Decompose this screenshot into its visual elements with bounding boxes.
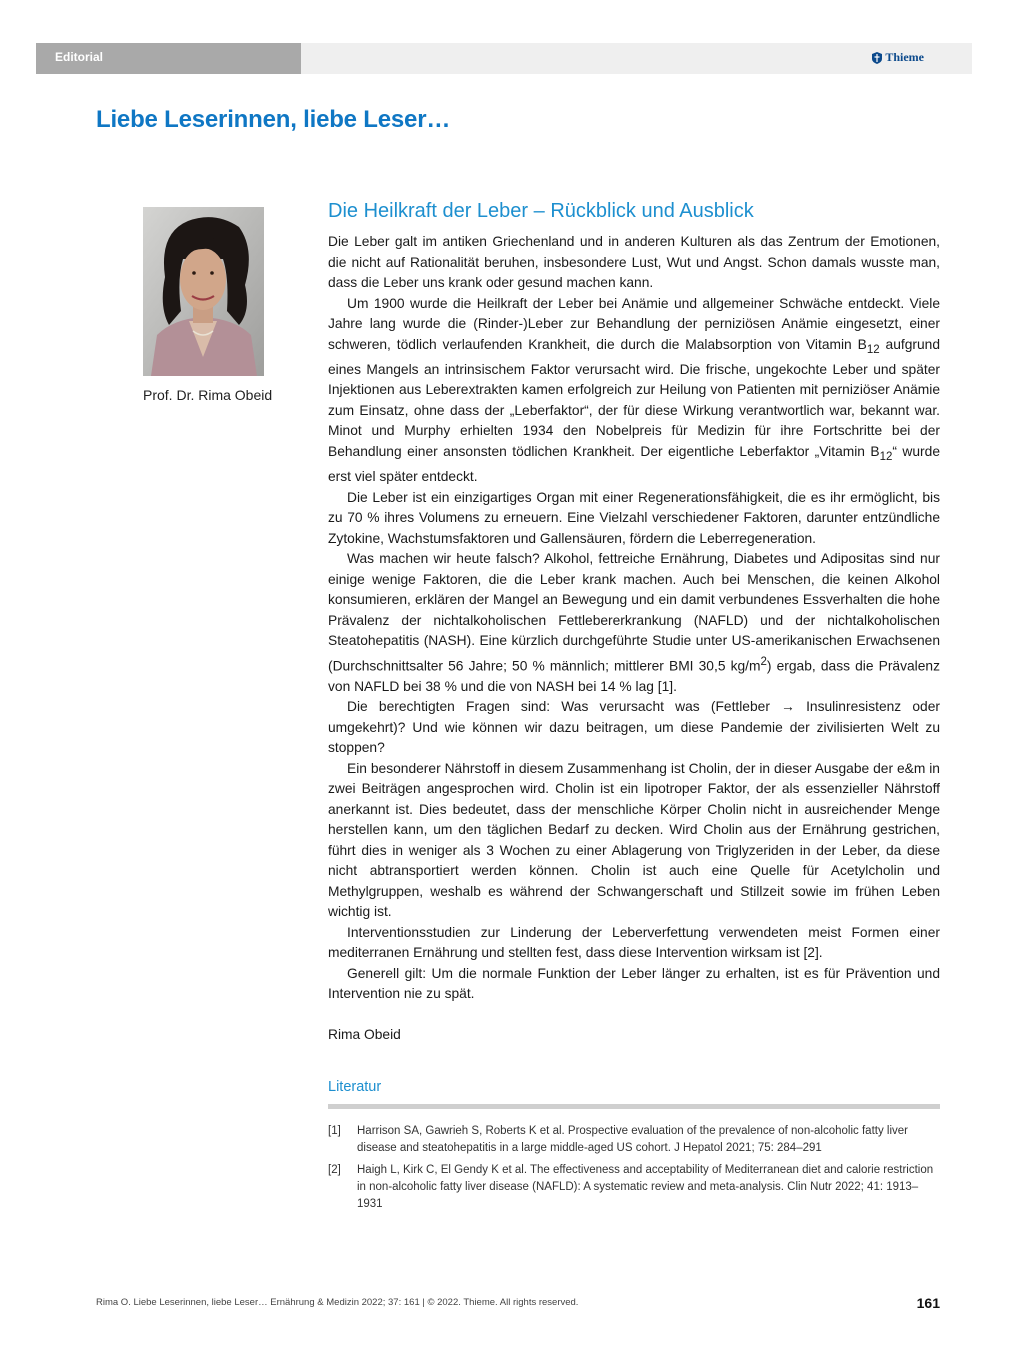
paragraph-8: Generell gilt: Um die normale Funktion der Leber länger zu erhalten, ist es für Prävention und Intervention nie zu spät. bbox=[328, 965, 940, 1002]
reference-text: Haigh L, Kirk C, El Gendy K et al. The effectiveness and acceptability of Mediterranean diet and calorie restriction in non-alcoholic fatty liver disease (NAFLD): A systematic review and meta-analysis. Clin Nutr 2022; 41: 1913–1931 bbox=[357, 1164, 934, 1211]
paragraph-4: Was machen wir heute falsch? Alkohol, fettreiche Ernährung, Diabetes und Adipositas sind nur einige wenige Faktoren, die die Leber krank machen. Auch bei Menschen, die keinen Alkohol konsumieren, erklären der Mangel an Bewegung und ein damit verbundenes Essverhalten die hohe Prävalenz der nichtalkoholischen Fettlebererkrankung (NAFLD) und der nichtalkoholischen Steatohepatitis (NASH). Eine kürzlich durchgeführte Studie unter US-amerikanischen Erwachsenen (Durchschnittsalter 56 Jahre; 50 % männlich; mittlerer BMI 30,5 $kg/m^2$) ergab, dass die Prävalenz von NAFLD bei 38 % und die von NASH bei 14 % lag [1]. bbox=[328, 551, 940, 694]
signature: Rima Obeid bbox=[328, 1026, 401, 1042]
author-caption: Prof. Dr. Rima Obeid bbox=[143, 387, 273, 403]
literature-heading: Literatur bbox=[328, 1079, 382, 1096]
reference-item bbox=[328, 1162, 940, 1213]
section-label: Editorial bbox=[55, 50, 104, 64]
reference-text: Harrison SA, Gawrieh S, Roberts K et al. Prospective evaluation of the prevalence of non-alcoholic fatty liver disease and steatohepatitis in a large middle-aged US cohort. J Hepatol 2021; 75: 284–291 bbox=[357, 1125, 908, 1155]
section-tab bbox=[36, 43, 301, 74]
reference-item bbox=[328, 1123, 940, 1157]
paragraph-6: Ein besonderer Nährstoff in diesem Zusammenhang ist Cholin, der in dieser Ausgabe der e&m in zwei Beiträgen angesprochen wird. Cholin ist ein lipotroper Faktor, der als essenzieller Nährstoff anerkannt ist. Dies bedeutet, dass der menschliche Körper Cholin nicht in ausreichender Menge herstellen kann, um den täglichen Bedarf zu decken. Wird Cholin aus der Ernährung gestrichen, führt dies in weniger als 3 Wochen zu einer Ablagerung von Triglyzeriden in der Leber, da diese nicht abtransportiert werden können. Cholin ist auch eine Quelle für Acetylcholin und Methylgruppen, weshalb es während der Schwangerschaft und Stillzeit sowie im frühen Leben wichtig ist. bbox=[328, 760, 940, 920]
paragraph-5: Die berechtigten Fragen sind: Was verursacht was (Fettleber → Insulinresistenz oder umgekehrt)? Und wie können wir dazu beitragen, um diese Pandemie der zivilisierten Welt zu stoppen? bbox=[328, 699, 940, 756]
paragraph-2: Um 1900 wurde die Heilkraft der Leber bei Anämie und allgemeiner Schwäche entdeckt. Viele Jahre lang wurde die (Rinder-)Leber zur Behandlung der perniziösen Anämie eingesetzt, einer schweren, tödlich verlaufenden Krankheit, die durch die Malabsorption von Vitamin $B_{12}$ aufgrund eines Mangels an intrinsischem Faktor verursacht wird. Die frische, ungekochte Leber und später Injektionen aus Leberextrakten kamen erfolgreich zur Heilung von Patienten mit perniziöser Anämie zum Einsatz, ohne dass der „Leberfaktor“, der für diese Wirkung verantwortlich war, bekannt war. Minot und Murphy erhielten 1934 den Nobelpreis für Medizin für ihre Fortschritte bei der Behandlung einer ansonsten tödlichen Krankheit. Der eigentliche Leberfaktor „Vitamin $B_{12}“$ wurde erst viel später entdeckt. bbox=[328, 295, 940, 484]
header-bar bbox=[36, 43, 972, 74]
paragraph-3: Die Leber ist ein einzigartiges Organ mit einer Regenerationsfähigkeit, die es ihr ermöglicht, bis zu 70 % ihres Volumens zu erneuern. Eine Vielzahl verschiedener Faktoren, darunter entzündliche Zytokine, Wachstumsfaktoren und Gallensäuren, fördern die Leberregeneration. bbox=[328, 489, 940, 546]
thieme-emblem-icon bbox=[872, 52, 882, 64]
publisher-logo bbox=[872, 50, 924, 65]
footer-citation: Rima O. Liebe Leserinnen, liebe Leser… Ernährung & Medizin 2022; 37: 161 | © 2022. Thieme. All rights reserved. bbox=[96, 1297, 579, 1308]
paragraph-7: Interventionsstudien zur Linderung der Leberverfettung verwendeten meist Formen einer mediterranen Ernährung und stellten fest, dass diese Intervention wirksam ist [2]. bbox=[328, 924, 940, 961]
reference-number: [2] bbox=[328, 1164, 341, 1177]
reference-number: [1] bbox=[328, 1125, 341, 1138]
paragraph-1: Die Leber galt im antiken Griechenland und in anderen Kulturen als das Zentrum der Emotionen, die nicht auf Rationalität beruhen, insbesondere Lust, Wut und Angst. Schon damals wusste man, dass die Leber uns krank oder gesund machen kann. bbox=[328, 234, 940, 290]
literature-divider bbox=[328, 1104, 940, 1109]
page-heading: Liebe Leserinnen, liebe Leser… bbox=[96, 106, 451, 133]
publisher-name: Thieme bbox=[885, 50, 924, 64]
editorial-article bbox=[328, 200, 940, 1218]
author-photo bbox=[143, 207, 264, 376]
page-number: 161 bbox=[916, 1295, 940, 1311]
article-title: Die Heilkraft der Leber – Rückblick und Ausblick bbox=[328, 200, 754, 222]
